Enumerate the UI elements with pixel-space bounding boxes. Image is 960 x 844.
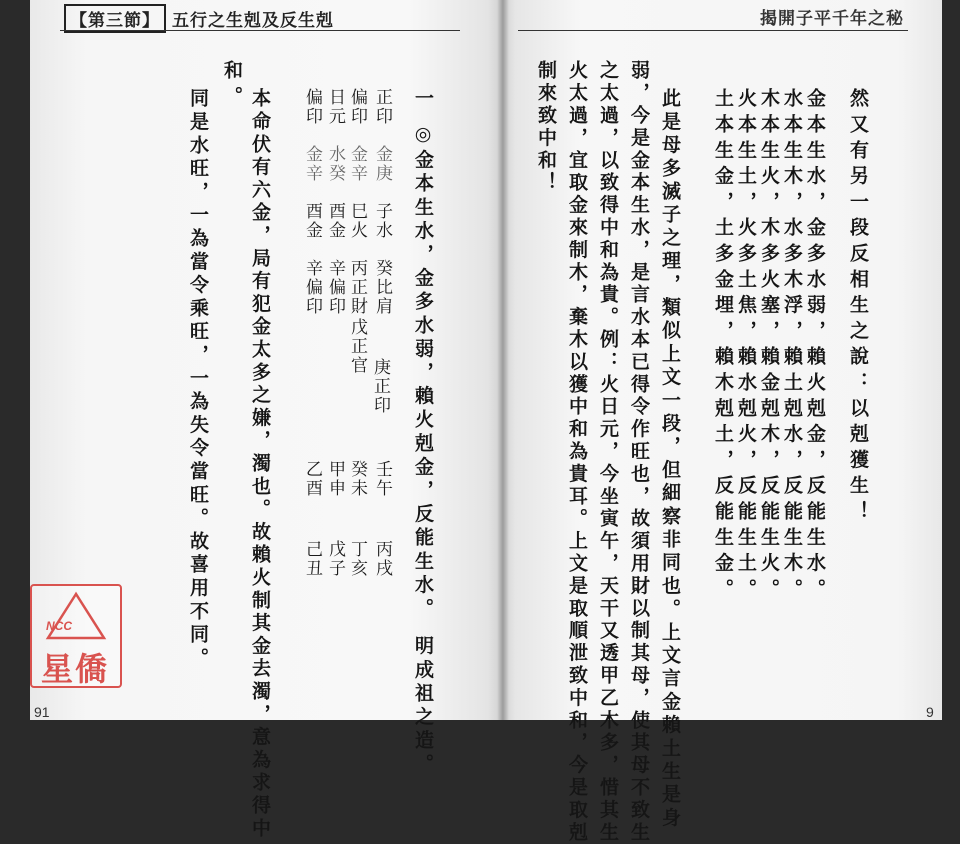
luck-text: 甲申: [325, 460, 345, 498]
chart-pillar-year: [370, 88, 395, 316]
luck-text: 乙酉: [302, 460, 322, 498]
rule-list-item: 水本生木，水多木浮，賴土剋水，反能生木。: [781, 88, 803, 604]
luck-text: 壬午: [372, 460, 392, 498]
luck-pillar: [370, 540, 395, 578]
chart-hidden-month-2: 戊正官: [347, 318, 367, 375]
header-rule-left: [60, 30, 460, 31]
page-number-right: 9: [926, 704, 934, 720]
luck-text: 戊子: [325, 540, 345, 578]
chart-hidden: 辛偏印: [325, 259, 345, 316]
rule-list-item: 木本生火，木多火塞，賴金剋木，反能生火。: [758, 88, 780, 604]
chart-stem: 水癸: [325, 145, 345, 183]
body-column: 此是母多滅子之理，類似上文一段，但細察非同也。上文言金賴土生是身: [659, 88, 681, 831]
book-title-header: 揭開子平千年之秘: [760, 9, 904, 29]
header-rule-right: [518, 30, 908, 31]
section-header: [64, 4, 334, 33]
commentary-column: 和。: [221, 60, 243, 112]
rule-list-item: 土本生金，土多金埋，賴木剋土，反能生金。: [712, 88, 734, 604]
chart-hidden: 癸比肩: [372, 259, 392, 316]
chart-hidden: 辛偏印: [302, 259, 322, 316]
chart-branch: 巳火: [347, 202, 367, 240]
commentary-column: 同是水旺，一為當令乘旺，一為失令當旺。故喜用不同。: [187, 88, 209, 671]
rule-list-item: 火本生土，火多土焦，賴水剋火，反能生土。: [735, 88, 757, 604]
body-column: 之太過，以致得中和為貴。例：火日元，今坐寅午，天干又透甲乙木多，惜其生: [597, 60, 619, 844]
stamp-latin: NCC: [46, 619, 72, 633]
chart-god: 偏印: [347, 88, 367, 126]
luck-pillar: [323, 540, 348, 578]
luck-pillar: [300, 540, 325, 578]
chart-hidden: 丙正財: [347, 259, 367, 316]
luck-pillar: [345, 460, 370, 498]
body-column: 制來致中和！: [535, 60, 557, 195]
chart-branch: 子水: [372, 202, 392, 240]
luck-pillar: [323, 460, 348, 498]
body-column: 弱，今是金本生水，是言水本已得令作旺也，故須用財以制其母，使其母不致生: [628, 60, 650, 844]
chart-stem: 金庚: [372, 145, 392, 183]
chart-branch: 酉金: [325, 202, 345, 240]
luck-text: 己丑: [302, 540, 322, 578]
chart-god: 偏印: [302, 88, 322, 126]
chart-pillar-hour: [300, 88, 325, 316]
chart-hidden-month-3: 庚正印: [370, 358, 390, 415]
luck-text: 丁亥: [347, 540, 367, 578]
section-title: 五行之生剋及反生剋: [172, 11, 334, 31]
example-title: 一 ◎金本生水，金多水弱，賴火剋金，反能生水。 明成祖之造。: [412, 88, 434, 778]
luck-text: 丙戌: [372, 540, 392, 578]
stamp-name: 星僑: [41, 650, 110, 688]
chart-god: 正印: [372, 88, 392, 126]
chart-pillar-month: [345, 88, 370, 316]
book-gutter: [497, 0, 509, 720]
commentary-column: 本命伏有六金，局有犯金太多之嫌，濁也。故賴火制其金去濁，意為求得中: [249, 88, 271, 841]
rule-list-item: 金本生水，金多水弱，賴火剋金，反能生水。: [804, 88, 826, 604]
luck-pillar: [300, 460, 325, 498]
page-number-left: 91: [34, 704, 50, 720]
luck-text: 癸未: [347, 460, 367, 498]
chart-branch: 酉金: [302, 202, 322, 240]
section-tag: 【第三節】: [64, 4, 166, 33]
luck-pillar: [370, 460, 395, 498]
intro-column: 然又有另一段反相生之說：以剋獲生！: [847, 88, 869, 527]
chart-god: 日元: [325, 88, 345, 126]
chart-stem: 金辛: [347, 145, 367, 183]
publisher-stamp-logo: [30, 584, 122, 688]
chart-pillar-day: [323, 88, 348, 316]
body-column: 火太過，宜取金來制木，棄木以獲中和為貴耳。上文是取順泄致中和，今是取剋: [566, 60, 588, 844]
chart-stem: 金辛: [302, 145, 322, 183]
luck-pillar: [345, 540, 370, 578]
